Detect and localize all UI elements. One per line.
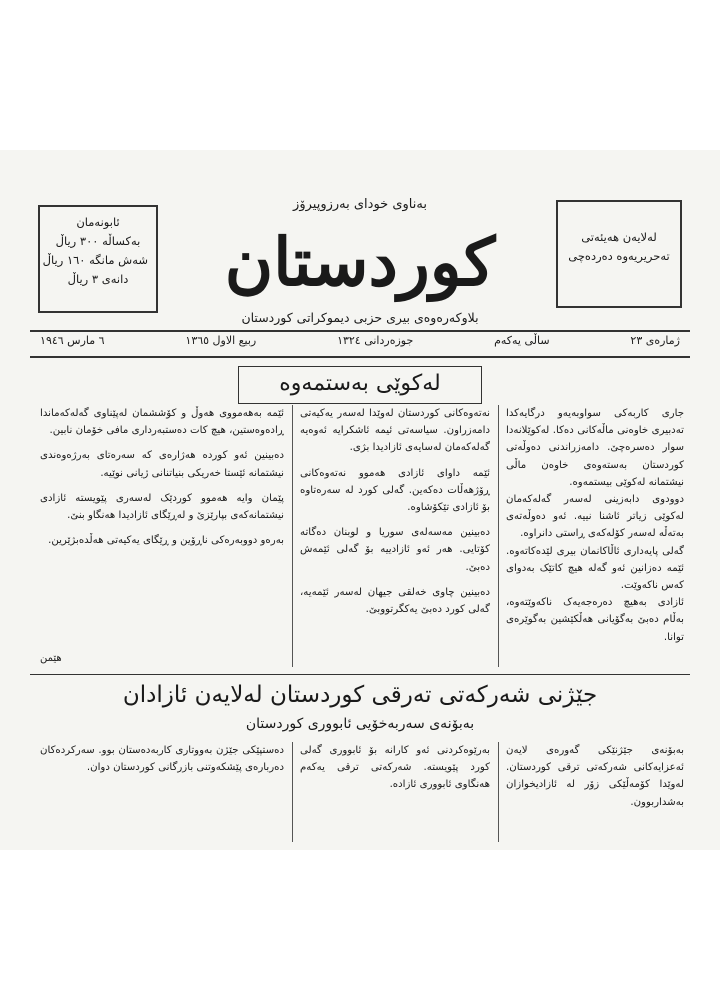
column-divider <box>292 742 293 842</box>
issue-year: ساڵی یەکەم <box>494 334 550 347</box>
lead-middle-paragraph: دەبینین چاوی خەلقی جیهان لەسەر ئێمەیە، گەلی کورد دەبێ یەکگرتووبێ. <box>300 586 490 616</box>
issue-meta-bar <box>40 334 680 354</box>
masthead-rule-bottom <box>30 356 690 358</box>
lead-right-paragraph: دوودوی دابەزینی لەسەر گەلەکەمان لەکوێی زیاتر ئاشنا نییە. ئەو دەوڵەتەی بەتەڵە لەسەر کۆلەکەی ڕاستی دانراوە. <box>506 494 684 540</box>
lead-middle-paragraph: دەبینین مەسەلەی سوریا و لوبنان دەگاتە کۆتایی. هەر ئەو ئازادییە بۆ گەلی ئێمەش دەبێ. <box>300 527 490 573</box>
lead-column-middle <box>300 405 490 670</box>
lead-left-paragraph: ئێمە بەهەمووی هەوڵ و کۆششمان لەپێناوی گەلەکەماندا ڕادەوەستین، هیچ کات دەستبەرداری مافی خۆمان نابین. <box>40 408 284 437</box>
lead-signature: هێمن <box>40 653 62 664</box>
second-subheadline: بەبۆنەی سەربەخۆیی ئابووری کوردستان <box>245 716 475 732</box>
second-left-paragraph: دەستپێکی جێژن بەووتاری کاربەدەستان بوو. سەرکردەکان دەربارەی پێشکەوتنی بازرگانی کوردستان دوان. <box>40 745 284 774</box>
column-divider <box>292 405 293 667</box>
editorial-line-1: لەلایەن هەیئەتی <box>581 230 657 244</box>
lead-right-paragraph: ئازادی بەهیچ دەرەجەیەک ناکەوێتەوە، بەڵام دەبێ بەگۆیانی هەڵکێشین بەگوێرەی توانا. <box>506 597 684 643</box>
second-column-middle <box>300 742 490 842</box>
lead-headline: لەکوێی بەستمەوە <box>238 366 482 404</box>
lead-right-paragraph: گەلی پایەداری ئاڵاکانمان بیری لێدەکاتەوە. ئێمە دەزانین ئەو گەلە هیچ کاتێک بەدوای کەس ناکەوێت. <box>506 545 684 592</box>
issue-gregorian-date: ٦ مارس ١٩٤٦ <box>40 334 105 347</box>
subscription-box <box>38 205 158 313</box>
newspaper-subtitle: بلاوکەرەوەی بیری حزبی دیموکراتی کوردستان <box>241 310 479 325</box>
masthead-tagline: بەناوی خودای بەرزوپیرۆز <box>293 197 427 212</box>
issue-number: ژمارەی ٢٣ <box>630 334 680 347</box>
lead-left-paragraph: پێمان وایە هەموو کوردێک لەسەری پێویستە ئازادی نیشتمانەکەی بپارێزێ و لەڕێگای ئازادیدا هەنگاو بنێ. <box>40 492 284 522</box>
section-rule <box>30 674 690 675</box>
issue-kurdish-date: جوزەردانی ١٣٢٤ <box>337 334 414 347</box>
second-column-right <box>506 742 684 842</box>
column-divider <box>498 405 499 667</box>
editorial-box <box>556 200 682 308</box>
issue-hijri-date: ربیع الاول ١٣٦٥ <box>185 334 257 347</box>
second-column-left <box>40 742 284 842</box>
lead-middle-paragraph: ئێمە داوای ئازادی هەموو نەتەوەکانی ڕۆژهەڵات دەکەین. گەلی کورد لە سەرەتاوە بۆ ئازادی تێکۆشاوە. <box>300 467 490 514</box>
second-headline: جێژنی شەرکەتی تەرقی کوردستان لەلایەن ئازادان <box>122 682 598 708</box>
lead-column-left <box>40 405 284 650</box>
subscription-single: دانەی ٣ ریاڵ <box>67 272 129 286</box>
subscription-yearly: بەکساڵە ٣٠٠ ریاڵ <box>55 234 141 248</box>
subscription-half-year: شەش مانگە ١٦٠ ریاڵ <box>42 253 148 267</box>
column-divider <box>498 742 499 842</box>
subscription-heading: ئابونەمان <box>76 215 120 229</box>
lead-left-paragraph: بەرەو دووبەرەکی ناڕۆین و ڕێگای یەکیەتی هەڵدەبژێرین. <box>48 535 284 547</box>
lead-left-paragraph: دەبینین ئەو کوردە هەژارەی کە سەرەتای بەرژەوەندی نیشتمانە ئێستا خەریکی بنیاتنانی ژیانی نوێیە. <box>40 450 284 479</box>
second-right-paragraph: بەبۆنەی جێژنێکی گەورەی لایەن ئەعزایەکانی شەرکەتی ترقی کوردستان. لەوێدا کۆمەڵێکی زۆر لە ئازادیخوازان بەشداربوون. <box>506 745 684 808</box>
editorial-line-2: تەحریریەوە دەردەچی <box>568 249 670 263</box>
newspaper-title: کوردستان <box>224 223 496 301</box>
lead-right-paragraph: جاری کاربەکی سواوبەیەو درگایەکدا تەدبیری خاوەنی ماڵەکانی دەکا. لەکوێلانەدا سوار دەسرەچێ. دامەزراندنی دەوڵەتی کوردستان بەستەوەی خاوەن ماڵی نیشتمانە لەکوێی بیستمەوە. <box>506 408 684 488</box>
lead-middle-paragraph: نەتەوەکانی کوردستان لەوێدا لەسەر یەکیەتی دامەزراون. سیاسەتی ئیمە ئاشکرایە ئەوەیە گەلەکەمان لەسایەی ئازادیدا بژی. <box>300 408 490 454</box>
lead-column-right <box>506 405 684 670</box>
second-middle-paragraph: بەرێوەکردنی ئەو کارانە بۆ ئابووری گەلی کورد پێویستە. شەرکەتی ترقی یەکەم هەنگاوی ئابووری ئازادە. <box>300 745 490 791</box>
masthead-rule-top <box>30 330 690 332</box>
